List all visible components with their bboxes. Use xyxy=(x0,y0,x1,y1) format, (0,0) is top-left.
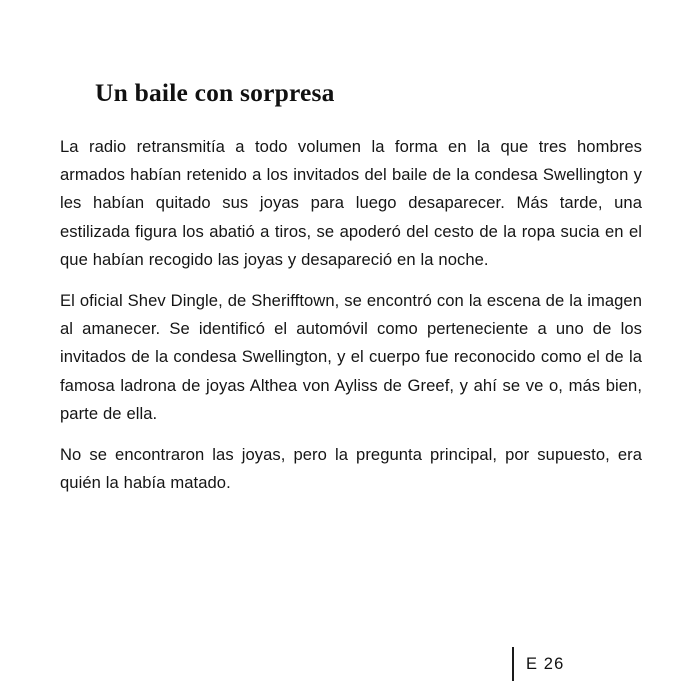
body-text-block xyxy=(60,133,642,497)
footer-divider-rule xyxy=(512,647,514,681)
page-footer xyxy=(512,647,564,681)
paragraph-3: No se encontraron las joyas, pero la pregunta principal, por supuesto, era quién la había matado. xyxy=(60,445,642,493)
paragraph-1: La radio retransmitía a todo volumen la forma en la que tres hombres armados habían retenido a los invitados del baile de la condesa Swellington y les habían quitado sus joyas para luego desaparecer. Más tarde, una estilizada figura los abatió a tiros, se apoderó del cesto de la ropa sucia en el que habían recogido las joyas y desapareció en la noche. xyxy=(60,137,642,269)
page-number: E 26 xyxy=(526,654,565,673)
page-title: Un baile con sorpresa xyxy=(95,78,335,107)
paragraph-2: El oficial Shev Dingle, de Sherifftown, se encontró con la escena de la imagen al amanecer. Se identificó el automóvil como perteneciente a uno de los invitados de la condesa Swellington, y el cuerpo fue reconocido como el de la famosa ladrona de joyas Althea von Ayliss de Greef, y ahí se ve o, más bien, parte de ella. xyxy=(60,291,642,423)
